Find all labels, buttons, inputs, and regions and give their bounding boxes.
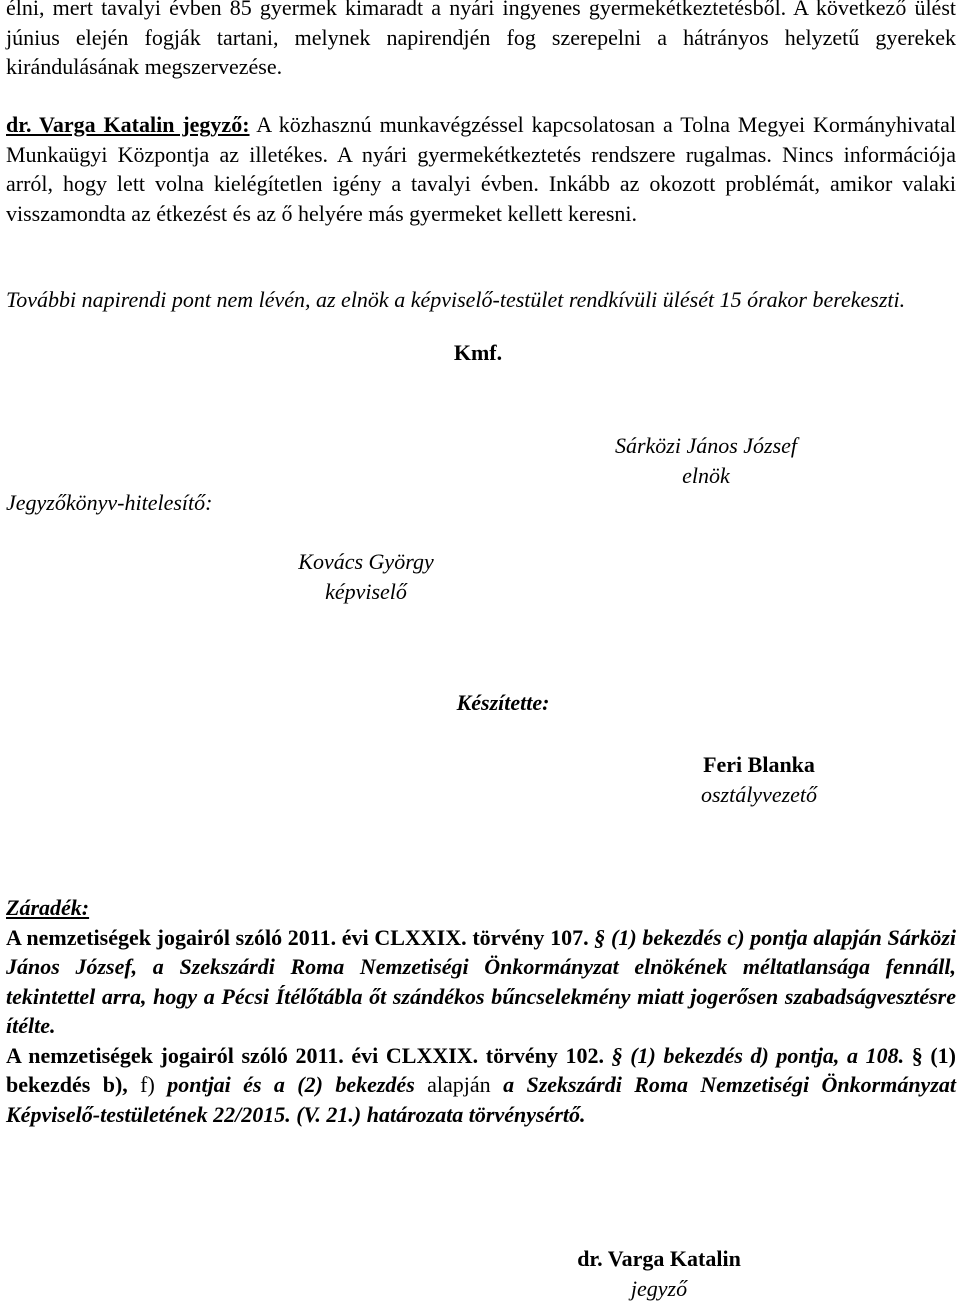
paragraph-intro-text: élni, mert tavalyi évben 85 gyermek kimaradt a nyári ingyenes gyermekétkeztetésből. A következő ülést június elején fogják tartani, melynek napirendjén fog szerepelni a hátrányos helyzetű gyerekek kirándulásának megszervezése.: [6, 0, 956, 79]
clause-heading: Záradék:: [6, 895, 90, 920]
notary-name: dr. Varga Katalin: [577, 1246, 741, 1271]
preparer-signature: [701, 750, 817, 810]
clause-paragraph-1: [6, 923, 956, 1041]
clause-basis-word: alapján: [414, 1072, 491, 1097]
prepared-by-label: Készítette:: [456, 690, 550, 715]
representative-name: Kovács György: [298, 549, 434, 574]
authenticator-label: Jegyzőkönyv-hitelesítő:: [6, 490, 213, 515]
notary-statement-text: A közhasznú munkavégzéssel kapcsolatosan a Tolna Megyei Kormányhivatal Munkaügyi Központja az illetékes. A nyári gyermekétkeztetés rendszere rugalmas. Nincs információja arról, hogy lett volna kielégítetlen igény a tavalyi évben. Inkább az okozott problémát, amikor valaki visszamondta az étkezést és az ő helyére más gyermeket kellett keresni.: [6, 112, 957, 226]
clause-unworthiness-text: § (1) bekezdés c) pontja alapján Sárközi János József, a Szekszárdi Roma Nemzetiségi Önkormányzat elnökének méltatlansága fennáll, tekintettel arra, hogy a Pécsi Ítélőtábla őt szándékos bűncselekmény miatt jogerősen szabadságvesztésre ítélte.: [6, 924, 956, 1038]
notary-signature: [577, 1244, 741, 1304]
clause-points-text: pontjai és a (2) bekezdés: [154, 1072, 415, 1097]
paragraph-notary-statement: [6, 110, 956, 228]
paragraph-intro: [6, 0, 956, 82]
closing-text: További napirendi pont nem lévén, az elnök a képviselő-testület rendkívüli ülését 15 órakor berekeszti.: [6, 287, 906, 312]
chair-name: Sárközi János József: [614, 433, 798, 458]
clause-law-citation: A nemzetiségek jogairól szóló 2011. évi CLXXIX. törvény 107.: [6, 924, 589, 950]
notary-title: jegyző: [630, 1276, 688, 1301]
kmf-label: Kmf.: [453, 340, 503, 365]
representative-signature: [298, 547, 433, 607]
clause-resolution-text: a Szekszárdi Roma Nemzetiségi Önkormányzat Képviselő-testületének 22/2015. (V. 21.) határozata törvénysértő.: [6, 1072, 956, 1127]
clause-point-f: f): [127, 1072, 155, 1097]
clause-law-citation-2: A nemzetiségek jogairól szóló 2011. évi CLXXIX. törvény 102.: [6, 1042, 604, 1068]
chair-signature: [615, 431, 797, 491]
preparer-title: osztályvezető: [700, 782, 818, 807]
clause-paragraph-2: [6, 1041, 956, 1130]
representative-title: képviselő: [325, 579, 407, 604]
clause-section-ref-1: § (1) bekezdés d) pontja, a 108.: [603, 1042, 905, 1068]
speaker-label: dr. Varga Katalin jegyző:: [6, 112, 250, 137]
preparer-name: Feri Blanka: [703, 752, 815, 777]
paragraph-closing: [6, 285, 956, 315]
clause-section-ref-2: § (1) bekezdés b),: [6, 1042, 956, 1097]
chair-title: elnök: [682, 463, 730, 488]
clause-section: [6, 893, 956, 1129]
